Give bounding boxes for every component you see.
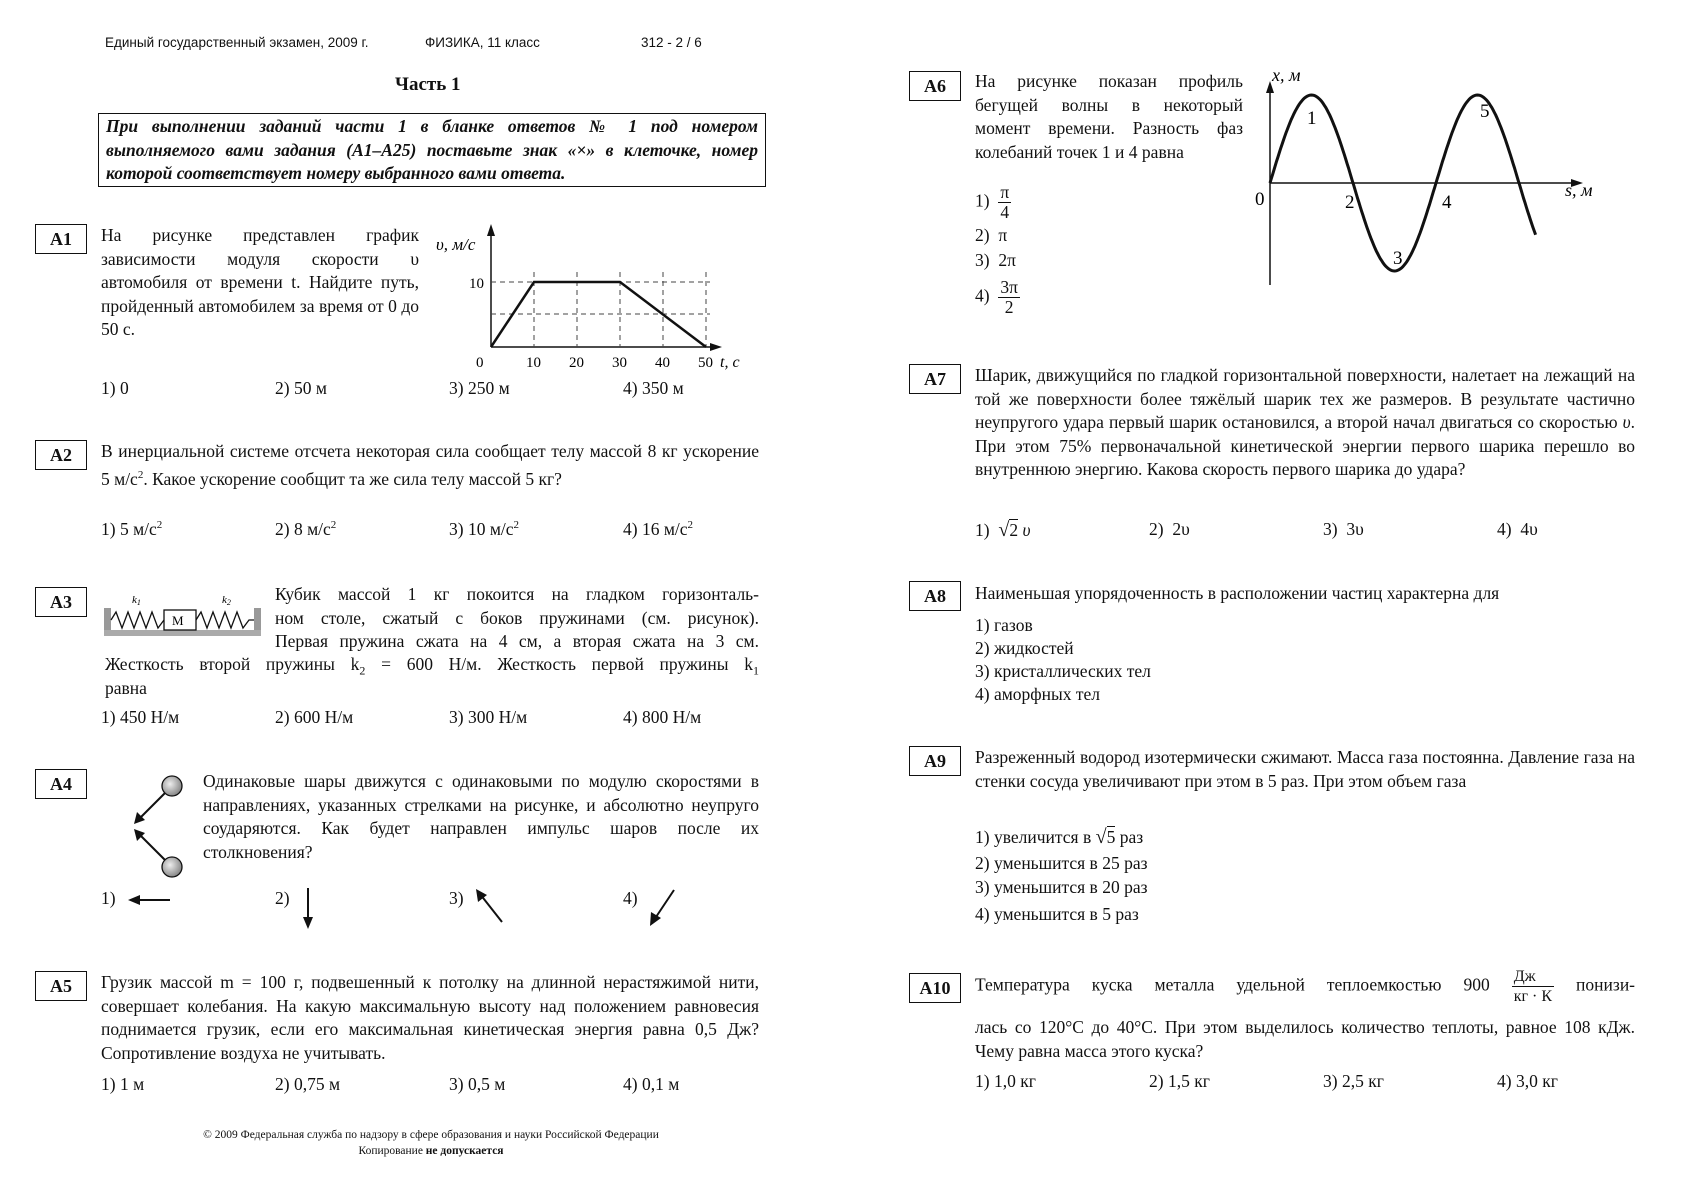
- x-tick-50: 50: [698, 355, 713, 371]
- a7-answer-2[interactable]: 2) 2υ: [1149, 519, 1190, 539]
- a5-answer-3[interactable]: 3) 0,5 м: [449, 1074, 506, 1094]
- wave-point-1: 1: [1307, 108, 1317, 129]
- a9-answer-1[interactable]: 1) увеличится в √5 раз: [975, 826, 1144, 848]
- part-title: Часть 1: [395, 74, 461, 95]
- a8-answer-4[interactable]: 4) аморфных тел: [975, 684, 1101, 704]
- block-label: M: [172, 613, 184, 628]
- a4-answer-4[interactable]: 4): [623, 888, 678, 928]
- a10-answer-4[interactable]: 4) 3,0 кг: [1497, 1071, 1558, 1091]
- question-label-a5: А5: [35, 971, 87, 1001]
- wave-point-3: 3: [1393, 248, 1403, 269]
- a4-answer-3[interactable]: 3): [449, 888, 506, 924]
- question-text-a3-line5: равна: [105, 678, 147, 698]
- a7-answer-3[interactable]: 3) 3υ: [1323, 519, 1364, 539]
- a8-answer-3[interactable]: 3) кристаллических тел: [975, 661, 1151, 681]
- question-label-a4: А4: [35, 769, 87, 799]
- a4-answer-2[interactable]: 2): [275, 888, 318, 930]
- k1-label: k1: [132, 594, 141, 607]
- x-axis-label: t, c: [720, 354, 740, 371]
- a6-answer-4[interactable]: 4) $\frac{3\pi}{2}$: [975, 277, 1018, 317]
- question-label-a9: А9: [909, 746, 961, 776]
- a5-answer-2[interactable]: 2) 0,75 м: [275, 1074, 341, 1094]
- a3-answer-2[interactable]: 2) 600 Н/м: [275, 707, 354, 727]
- spring-block-figure: [102, 590, 265, 640]
- question-label-a8: А8: [909, 581, 961, 611]
- a8-answer-1[interactable]: 1) газов: [975, 615, 1033, 635]
- a1-answer-1[interactable]: 1) 0: [101, 378, 129, 398]
- question-text-a8: Наименьшая упорядоченность в расположении частиц характерна для: [975, 583, 1500, 603]
- a6-answer-3[interactable]: 3) 2π: [975, 250, 1016, 270]
- instructions-box: [98, 113, 766, 187]
- question-text-a10: лась со 120°С до 40°С. При этом выделилось количество теплоты, равное 108 кДж. Чему равна масса этого куска?: [975, 1017, 1635, 1061]
- left-arrow-icon: [126, 890, 172, 910]
- y-tick-10: 10: [469, 276, 484, 292]
- x-tick-10: 10: [526, 355, 541, 371]
- question-text-a1: На рисунке представлен график зависимости модуля скорости υ автомобиля от времени t. Найдите путь, пройденный автомобилем за время от 0 до 50 с.: [101, 225, 419, 339]
- down-arrow-icon: [298, 888, 318, 930]
- a7-answer-4[interactable]: 4) 4υ: [1497, 519, 1538, 539]
- k2-label: k2: [222, 594, 231, 607]
- a1-answer-3[interactable]: 3) 250 м: [449, 378, 510, 398]
- a3-answer-4[interactable]: 4) 800 Н/м: [623, 707, 702, 727]
- a9-answer-3[interactable]: 3) уменьшится в 20 раз: [975, 877, 1148, 897]
- page-code: 312 - 2 / 6: [641, 35, 702, 50]
- a2-answer-3[interactable]: 3) 10 $м/с^2$: [449, 519, 520, 539]
- question-text-a4: Одинаковые шары движутся с одинаковыми по модулю скоростями в направлениях, указанных стрелками на рисунке, и абсолютно неупруго соударяются. Как будет направлен импульс шаров после их столкновения?: [203, 771, 759, 862]
- x-tick-0: 0: [476, 355, 484, 371]
- subject-header: ФИЗИКА, 11 класс: [425, 35, 540, 50]
- a3-answer-1[interactable]: 1) 450 Н/м: [101, 707, 180, 727]
- x-tick-30: 30: [612, 355, 627, 371]
- question-text-a3-top: Кубик массой 1 кг покоится на гладком горизонталь- ном столе, сжатый с боков пружинами (см. рисунок). Первая пружина сжата на 4 см, а вторая сжата на 3 см.: [275, 584, 759, 651]
- question-text-a3-line4: Жесткость второй пружины $k_2 = 600$ Н/м. Жесткость первой пружины $k_1$: [105, 654, 759, 678]
- wave-point-5: 5: [1480, 101, 1490, 122]
- up-left-arrow-icon: [472, 888, 506, 924]
- a5-answer-1[interactable]: 1) 1 м: [101, 1074, 145, 1094]
- a6-answer-1[interactable]: 1) $\frac{\pi}{4}$: [975, 182, 1010, 222]
- question-text-a6: На рисунке показан профиль бегущей волны в некоторый момент времени. Разность фаз колебаний точек 1 и 4 равна: [975, 71, 1243, 162]
- question-text-a10-line1: Температура куска металла удельной теплоемкостью 900 $\frac{Дж}{кг \cdot К}$ понизи-: [975, 968, 1636, 1005]
- a3-answer-3[interactable]: 3) 300 Н/м: [449, 707, 528, 727]
- a8-answer-2[interactable]: 2) жидкостей: [975, 638, 1074, 658]
- exam-header: Единый государственный экзамен, 2009 г.: [105, 35, 369, 50]
- a7-answer-1[interactable]: 1) √2 υ: [975, 519, 1031, 541]
- a9-answer-4[interactable]: 4) уменьшится в 5 раз: [975, 904, 1139, 924]
- a6-answer-2[interactable]: 2) π: [975, 225, 1008, 245]
- a2-answer-4[interactable]: 4) 16 $м/с^2$: [623, 519, 694, 539]
- a10-answer-3[interactable]: 3) 2,5 кг: [1323, 1071, 1384, 1091]
- question-label-a2: А2: [35, 440, 87, 470]
- wave-y-label: x, м: [1272, 65, 1301, 85]
- a2-answer-1[interactable]: 1) 5 $м/с^2$: [101, 519, 163, 539]
- question-text-a9: Разреженный водород изотермически сжимают. Масса газа постоянна. Давление газа на стенки сосуда увеличивают при этом в 5 раз. При этом объем газа: [975, 747, 1635, 791]
- wave-x-tick-4: 4: [1442, 192, 1452, 213]
- speed-time-graph: [430, 222, 750, 372]
- a10-answer-2[interactable]: 2) 1,5 кг: [1149, 1071, 1210, 1091]
- a4-answer-1[interactable]: 1): [101, 888, 172, 910]
- question-label-a6: А6: [909, 71, 961, 101]
- wave-origin-label: 0: [1255, 189, 1265, 210]
- x-tick-20: 20: [569, 355, 584, 371]
- footer-copy-notice: Копирование не допускается: [358, 1145, 504, 1157]
- wave-x-label: s, м: [1565, 180, 1593, 200]
- colliding-balls-figure: [128, 768, 198, 883]
- question-text-a2: В инерциальной системе отсчета некоторая сила сообщает телу массой 8 кг ускорение 5 $м/с^2$. Какое ускорение сообщит та же сила телу массой 5 кг?: [101, 441, 759, 489]
- a1-answer-2[interactable]: 2) 50 м: [275, 378, 327, 398]
- question-label-a1: А1: [35, 224, 87, 254]
- a5-answer-4[interactable]: 4) 0,1 м: [623, 1074, 680, 1094]
- a2-answer-2[interactable]: 2) 8 $м/с^2$: [275, 519, 337, 539]
- x-tick-40: 40: [655, 355, 670, 371]
- question-label-a3: А3: [35, 587, 87, 617]
- down-left-arrow-icon: [646, 888, 678, 928]
- y-axis-label: υ, м/с: [436, 235, 476, 254]
- question-label-a10: А10: [909, 973, 961, 1003]
- wave-x-tick-2: 2: [1345, 192, 1355, 213]
- wave-profile-graph: [1245, 65, 1620, 290]
- a9-answer-2[interactable]: 2) уменьшится в 25 раз: [975, 853, 1148, 873]
- a1-answer-4[interactable]: 4) 350 м: [623, 378, 684, 398]
- question-text-a7: Шарик, движущийся по гладкой горизонтальной поверхности, налетает на лежащий на той же поверхности более тяжёлый шарик тех же размеров. В результате частично неупругого удара первый шарик остановился, а второй начал двигаться со скоростью υ. При этом 75% первоначальной кинетической энергии первого шарика перешло во внутреннюю энергию. Какова скорость первого шарика до удара?: [975, 365, 1635, 479]
- a10-answer-1[interactable]: 1) 1,0 кг: [975, 1071, 1036, 1091]
- question-label-a7: А7: [909, 364, 961, 394]
- question-text-a5: Грузик массой m = 100 г, подвешенный к потолку на длинной нерастяжимой нити, совершает колебания. На какую максимальную высоту над положением равновесия поднимается грузик, если его максимальная кинетическая энергия равна 0,5 Дж? Сопротивление воздуха не учитывать.: [101, 972, 759, 1063]
- instructions-text: При выполнении заданий части 1 в бланке ответов № 1 под номером выполняемого вами задания (А1–А25) поставьте знак «×» в клеточке, номер которой соответствует номеру выбранного вами ответа.: [106, 116, 758, 183]
- footer-copyright: © 2009 Федеральная служба по надзору в сфере образования и науки Российской Федерации: [203, 1129, 659, 1141]
